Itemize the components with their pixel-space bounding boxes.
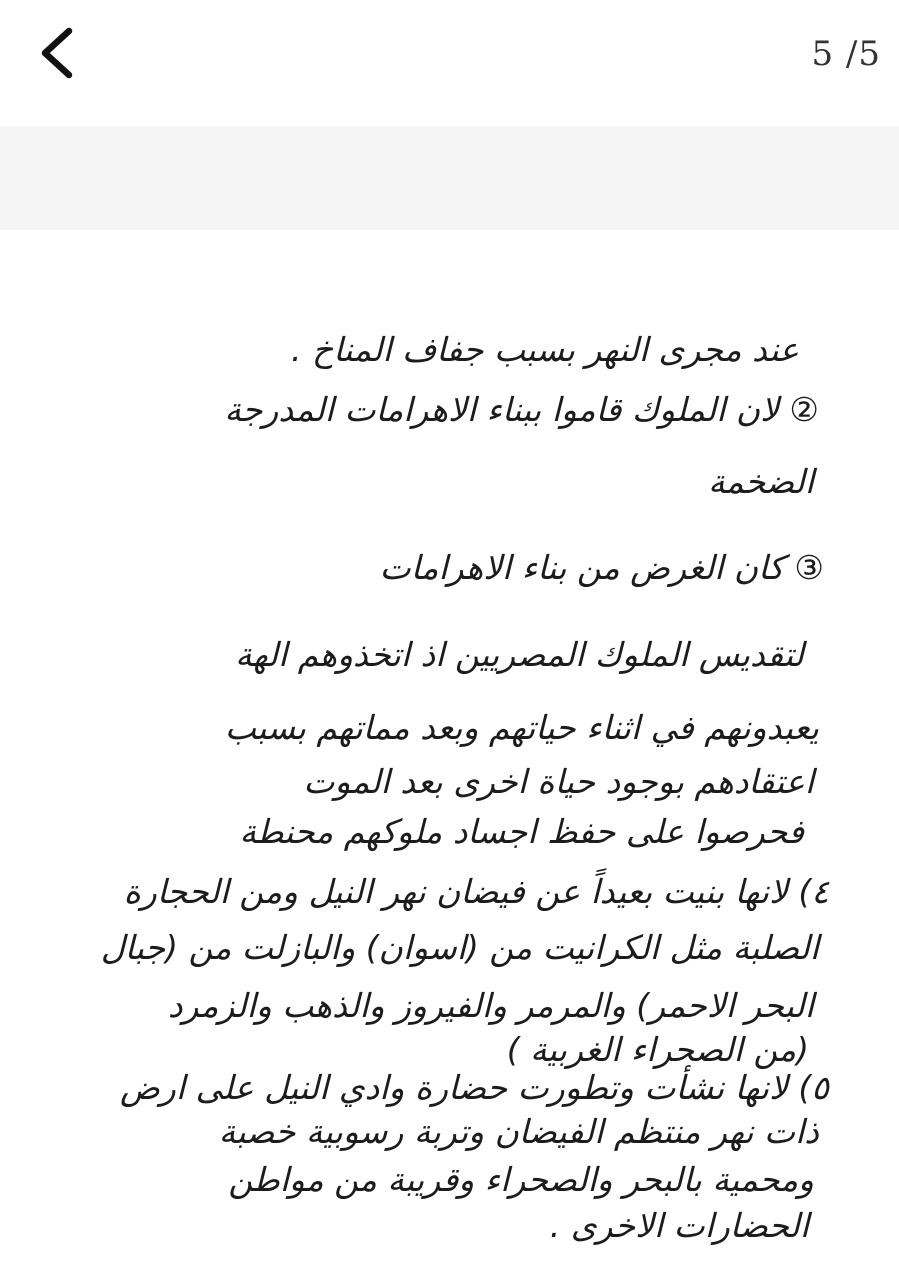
note-line: ٤) لانها بنيت بعيداً عن فيضان نهر النيل ومن الحجارة: [123, 872, 829, 911]
note-line: ③ كان الغرض من بناء الاهرامات: [379, 548, 824, 587]
page-counter: 5 /5: [811, 34, 881, 74]
note-line: ② لان الملوك قاموا ببناء الاهرامات المدرجة: [224, 390, 819, 429]
note-line: الحضارات الاخرى .: [549, 1206, 809, 1245]
note-line: يعبدونهم في اثناء حياتهم وبعد مماتهم بسبب: [224, 708, 819, 747]
toolbar-band: [0, 126, 899, 230]
note-line: ذات نهر منتظم الفيضان وتربة رسوبية خصبة: [218, 1112, 819, 1151]
note-line: ٥) لانها نشأت وتطورت حضارة وادي النيل على ارض: [120, 1068, 829, 1107]
note-line: فحرصوا على حفظ اجساد ملوكهم محنطة: [239, 812, 804, 851]
note-line: البحر الاحمر) والمرمر والفيروز والذهب والزمرد: [167, 986, 814, 1025]
note-line: الصلبة مثل الكرانيت من (اسوان) والبازلت من (جبال: [100, 928, 819, 967]
top-bar: [0, 0, 899, 126]
note-line: (من الصحراء الغربية ): [506, 1030, 809, 1069]
note-line: عند مجرى النهر بسبب جفاف المناخ .: [291, 330, 799, 369]
note-line: اعتقادهم بوجود حياة اخرى بعد الموت: [303, 762, 814, 801]
note-line: لتقديس الملوك المصريين اذ اتخذوهم الهة: [235, 635, 804, 674]
chevron-left-icon: [37, 25, 77, 81]
note-line: ومحمية بالبحر والصحراء وقريبة من مواطن: [228, 1160, 814, 1199]
note-line: الضخمة: [708, 462, 814, 501]
handwritten-note: [0, 230, 899, 1280]
back-button[interactable]: [22, 18, 92, 88]
